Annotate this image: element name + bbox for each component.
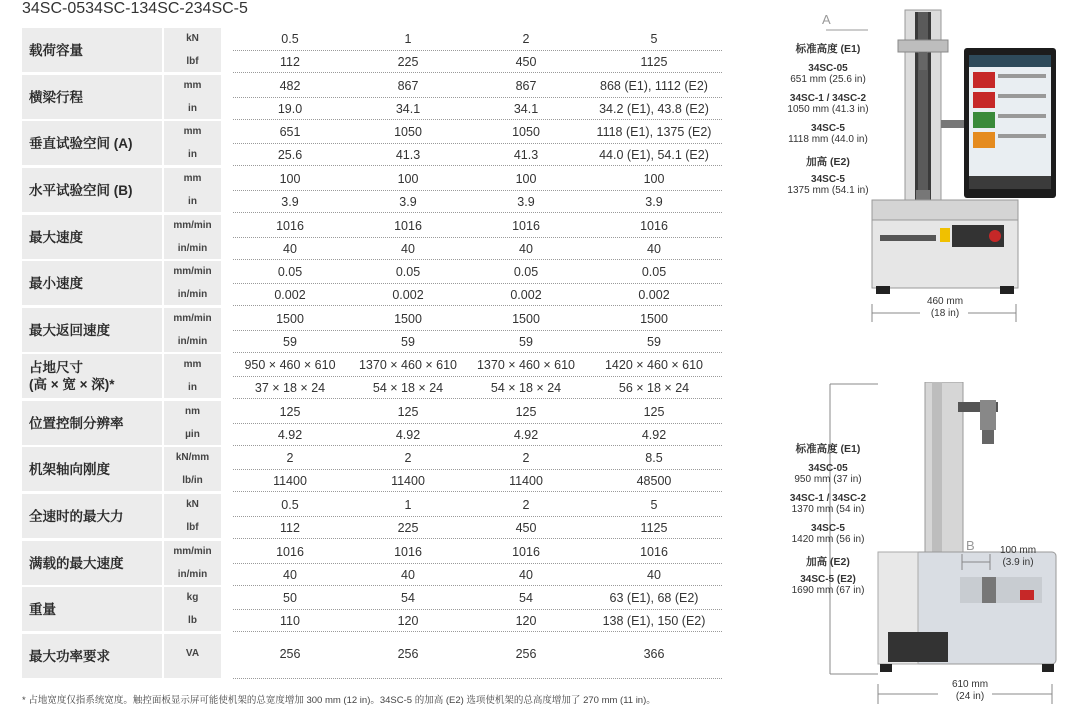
- unit-label: mm/min: [173, 220, 212, 231]
- value-cell: 125: [643, 405, 665, 419]
- value-cell: 4.92: [395, 428, 421, 442]
- b-mm: 100 mm: [999, 545, 1037, 556]
- unit-label: mm: [183, 80, 202, 91]
- side-machine-drawing: [870, 382, 1070, 682]
- column-headers: [22, 0, 722, 18]
- value-cell: 40: [519, 242, 533, 256]
- value-cell: 100: [397, 172, 419, 186]
- side-e2-dim: 1690 mm (67 in): [791, 585, 865, 596]
- value-cell: 41.3: [513, 148, 539, 162]
- value-cell: 1016: [276, 545, 304, 559]
- value-cell: 3.9: [399, 195, 417, 209]
- row-label: 载荷容量: [22, 28, 162, 72]
- value-cell: 125: [397, 405, 419, 419]
- unit-label: mm: [183, 359, 202, 370]
- value-cell: 225: [397, 521, 419, 535]
- dotted-divider: [233, 237, 722, 238]
- value-cell: 25.6: [277, 148, 303, 162]
- dotted-divider: [233, 97, 722, 98]
- unit-cell: [164, 401, 221, 445]
- unit-label: mm/min: [173, 266, 212, 277]
- unit-label: mm/min: [173, 546, 212, 557]
- value-cell: 41.3: [395, 148, 421, 162]
- value-cell: 40: [519, 568, 533, 582]
- value-cell: 4.92: [277, 428, 303, 442]
- spec-row: [22, 634, 722, 678]
- row-label: 横梁行程: [22, 75, 162, 119]
- front-standard-title: 标准高度 (E1): [795, 43, 861, 55]
- value-cell: 0.05: [395, 265, 421, 279]
- column-header: 34SC-05: [22, 0, 86, 17]
- front-m12-dim: 1050 mm (41.3 in): [787, 104, 869, 115]
- value-cell: 59: [401, 335, 415, 349]
- side-m12-dim: 1370 mm (54 in): [791, 504, 865, 515]
- value-cell: 112: [280, 521, 300, 535]
- dimension-letter-b: B: [966, 538, 975, 553]
- unit-cell: [164, 28, 221, 72]
- value-cell: 40: [647, 242, 661, 256]
- dotted-divider: [233, 212, 722, 213]
- row-label: 垂直试验空间 (A): [22, 121, 162, 165]
- row-label: 全速时的最大力: [22, 494, 162, 538]
- value-cell: 44.0 (E1), 54.1 (E2): [599, 148, 709, 162]
- unit-cell: [164, 121, 221, 165]
- row-label: 占地尺寸 (高 × 宽 × 深)*: [22, 354, 162, 398]
- value-cell: 366: [643, 647, 665, 661]
- unit-cell: [164, 308, 221, 352]
- front-leader-lines: [820, 28, 870, 38]
- value-cell: 0.002: [638, 288, 670, 302]
- value-cell: 1125: [640, 521, 668, 535]
- dotted-divider: [233, 352, 722, 353]
- row-label: 最大速度: [22, 215, 162, 259]
- unit-label: mm: [183, 126, 202, 137]
- column-header: 34SC-1: [85, 0, 140, 17]
- value-cell: 110: [280, 614, 300, 628]
- unit-cell: [164, 494, 221, 538]
- dotted-divider: [233, 423, 722, 424]
- footnote: * 占地宽度仅指系统宽度。触控面板显示屏可能使机架的总宽度增加 300 mm (12 in)。34SC-5 的加高 (E2) 选项使机架的总高度增加了 270 mm (11 in)。: [22, 695, 656, 706]
- value-cell: 3.9: [645, 195, 663, 209]
- unit-label: kN: [186, 33, 199, 44]
- value-cell: 59: [283, 335, 297, 349]
- value-cell: 120: [397, 614, 419, 628]
- unit-cell: [164, 261, 221, 305]
- unit-cell: [164, 75, 221, 119]
- dotted-divider: [233, 631, 722, 632]
- value-cell: 3.9: [281, 195, 299, 209]
- spec-row: [22, 121, 722, 165]
- value-cell: 0.05: [277, 265, 303, 279]
- front-width-mm: 460 mm: [926, 296, 964, 307]
- value-cell: 450: [515, 55, 537, 69]
- unit-label: in: [188, 382, 197, 393]
- front-dimension-notes: [778, 44, 878, 196]
- side-e2-name: 34SC-5 (E2): [800, 574, 856, 585]
- unit-label: in/min: [177, 569, 208, 580]
- value-cell: 125: [279, 405, 301, 419]
- value-cell: 4.92: [641, 428, 667, 442]
- value-cell: 54 × 18 × 24: [490, 381, 562, 395]
- value-cell: 1500: [512, 312, 540, 326]
- value-cell: 867: [515, 79, 537, 93]
- side-m05-name: 34SC-05: [808, 463, 848, 474]
- unit-label: in/min: [177, 243, 208, 254]
- unit-cell: [164, 354, 221, 398]
- dotted-divider: [233, 491, 722, 492]
- value-cell: 34.2 (E1), 43.8 (E2): [599, 102, 709, 116]
- front-ext-title: 加高 (E2): [806, 156, 850, 168]
- value-cell: 256: [515, 647, 537, 661]
- spec-row: [22, 447, 722, 491]
- value-cell: 37 × 18 × 24: [254, 381, 326, 395]
- value-cell: 50: [283, 591, 297, 605]
- unit-label: nm: [185, 406, 200, 417]
- dotted-divider: [233, 538, 722, 539]
- unit-label: lb: [188, 615, 197, 626]
- dotted-divider: [233, 469, 722, 470]
- value-cell: 1500: [276, 312, 304, 326]
- spec-row: [22, 308, 722, 352]
- value-cell: 1016: [512, 545, 540, 559]
- unit-label: in: [188, 103, 197, 114]
- value-cell: 1: [404, 32, 412, 46]
- value-cell: 11400: [509, 474, 543, 488]
- spec-row: [22, 75, 722, 119]
- value-cell: 63 (E1), 68 (E2): [609, 591, 699, 605]
- value-cell: 450: [515, 521, 537, 535]
- value-cell: 0.002: [392, 288, 424, 302]
- value-cell: 5: [650, 498, 658, 512]
- unit-label: kg: [186, 592, 199, 603]
- side-m05-dim: 950 mm (37 in): [794, 474, 862, 485]
- unit-label: VA: [185, 648, 200, 659]
- value-cell: 2: [404, 451, 412, 465]
- value-cell: 54 × 18 × 24: [372, 381, 444, 395]
- value-cell: 0.5: [281, 498, 299, 512]
- side-m5-dim: 1420 mm (56 in): [791, 534, 865, 545]
- dotted-divider: [233, 563, 722, 564]
- value-cell: 1500: [640, 312, 668, 326]
- value-cell: 1016: [640, 219, 668, 233]
- value-cell: 1370 × 460 × 610: [358, 358, 457, 372]
- spec-row: [22, 587, 722, 631]
- value-cell: 40: [283, 568, 297, 582]
- column-header: 34SC-2: [139, 0, 194, 17]
- side-m12-name: 34SC-1 / 34SC-2: [789, 493, 867, 504]
- row-label: 位置控制分辨率: [22, 401, 162, 445]
- value-cell: 225: [397, 55, 419, 69]
- unit-cell: [164, 168, 221, 212]
- b-dimension-label: [990, 545, 1046, 569]
- dotted-divider: [233, 678, 722, 679]
- spec-row: [22, 494, 722, 538]
- value-cell: 2: [286, 451, 294, 465]
- value-cell: 1370 × 460 × 610: [476, 358, 575, 372]
- unit-label: lb/in: [182, 475, 203, 486]
- value-cell: 0.5: [281, 32, 299, 46]
- spec-row: [22, 28, 722, 72]
- unit-label: in: [188, 149, 197, 160]
- spec-row: [22, 168, 722, 212]
- value-cell: 651: [279, 125, 301, 139]
- value-cell: 950 × 460 × 610: [244, 358, 336, 372]
- value-cell: 34.1: [513, 102, 539, 116]
- value-cell: 0.05: [641, 265, 667, 279]
- value-cell: 2: [522, 32, 530, 46]
- value-cell: 100: [279, 172, 301, 186]
- front-e2-dim: 1375 mm (54.1 in): [787, 185, 869, 196]
- value-cell: 1125: [640, 55, 668, 69]
- value-cell: 40: [401, 242, 415, 256]
- front-m12-name: 34SC-1 / 34SC-2: [789, 93, 867, 104]
- side-ext-title: 加高 (E2): [806, 556, 850, 568]
- unit-cell: [164, 634, 221, 678]
- spec-row: [22, 401, 722, 445]
- value-cell: 1420 × 460 × 610: [604, 358, 703, 372]
- unit-cell: [164, 447, 221, 491]
- dotted-divider: [233, 190, 722, 191]
- dimension-letter-a: A: [822, 12, 831, 27]
- row-label: 重量: [22, 587, 162, 631]
- dotted-divider: [233, 305, 722, 306]
- dotted-divider: [233, 283, 722, 284]
- unit-label: lbf: [186, 56, 199, 67]
- value-cell: 54: [519, 591, 533, 605]
- dotted-divider: [233, 516, 722, 517]
- value-cell: 0.002: [510, 288, 542, 302]
- row-label: 机架轴向刚度: [22, 447, 162, 491]
- value-cell: 256: [279, 647, 301, 661]
- unit-label: lbf: [186, 522, 199, 533]
- unit-label: kN/mm: [175, 452, 210, 463]
- spec-table: [22, 0, 722, 664]
- side-depth-in: (24 in): [955, 691, 985, 702]
- side-dimension-notes: [778, 444, 878, 596]
- spec-row: [22, 215, 722, 259]
- value-cell: 1: [404, 498, 412, 512]
- row-label: 最小速度: [22, 261, 162, 305]
- row-label: 最大功率要求: [22, 634, 162, 678]
- dotted-divider: [233, 330, 722, 331]
- value-cell: 482: [279, 79, 301, 93]
- dotted-divider: [233, 72, 722, 73]
- unit-label: in/min: [177, 336, 208, 347]
- value-cell: 120: [515, 614, 537, 628]
- unit-cell: [164, 215, 221, 259]
- column-header: 34SC-5: [193, 0, 248, 17]
- side-depth-mm: 610 mm: [951, 679, 989, 690]
- unit-label: kN: [186, 499, 199, 510]
- value-cell: 59: [519, 335, 533, 349]
- value-cell: 11400: [273, 474, 307, 488]
- unit-label: mm: [183, 173, 202, 184]
- value-cell: 100: [643, 172, 665, 186]
- unit-label: in: [188, 196, 197, 207]
- front-m05-name: 34SC-05: [808, 63, 848, 74]
- side-standard-title: 标准高度 (E1): [795, 443, 861, 455]
- value-cell: 34.1: [395, 102, 421, 116]
- value-cell: 0.002: [274, 288, 306, 302]
- front-width-label: [910, 296, 980, 320]
- dotted-divider: [233, 376, 722, 377]
- dotted-divider: [233, 143, 722, 144]
- value-cell: 138 (E1), 150 (E2): [602, 614, 706, 628]
- front-machine-drawing: [860, 0, 1060, 300]
- value-cell: 54: [401, 591, 415, 605]
- value-cell: 1118 (E1), 1375 (E2): [596, 125, 712, 139]
- value-cell: 40: [647, 568, 661, 582]
- value-cell: 40: [283, 242, 297, 256]
- value-cell: 1500: [394, 312, 422, 326]
- front-width-in: (18 in): [930, 308, 960, 319]
- dotted-divider: [233, 259, 722, 260]
- unit-label: in/min: [177, 289, 208, 300]
- unit-cell: [164, 587, 221, 631]
- value-cell: 867: [397, 79, 419, 93]
- dotted-divider: [233, 165, 722, 166]
- value-cell: 1016: [640, 545, 668, 559]
- row-label: 水平试验空间 (B): [22, 168, 162, 212]
- value-cell: 1050: [512, 125, 540, 139]
- value-cell: 125: [515, 405, 537, 419]
- dotted-divider: [233, 50, 722, 51]
- value-cell: 56 × 18 × 24: [618, 381, 690, 395]
- front-m05-dim: 651 mm (25.6 in): [790, 74, 866, 85]
- value-cell: 8.5: [645, 451, 663, 465]
- value-cell: 11400: [391, 474, 425, 488]
- value-cell: 100: [515, 172, 537, 186]
- spec-row: [22, 541, 722, 585]
- dotted-divider: [233, 445, 722, 446]
- value-cell: 868 (E1), 1112 (E2): [600, 79, 708, 93]
- value-cell: 0.05: [513, 265, 539, 279]
- unit-label: µin: [185, 429, 200, 440]
- side-m5-name: 34SC-5: [811, 523, 845, 534]
- value-cell: 2: [522, 498, 530, 512]
- value-cell: 112: [280, 55, 300, 69]
- spec-row: [22, 261, 722, 305]
- spec-row: [22, 354, 722, 398]
- unit-cell: [164, 541, 221, 585]
- value-cell: 3.9: [517, 195, 535, 209]
- value-cell: 256: [397, 647, 419, 661]
- value-cell: 1016: [276, 219, 304, 233]
- front-e2-name: 34SC-5: [811, 174, 845, 185]
- value-cell: 1050: [394, 125, 422, 139]
- dotted-divider: [233, 398, 722, 399]
- value-cell: 4.92: [513, 428, 539, 442]
- value-cell: 19.0: [277, 102, 303, 116]
- value-cell: 1016: [512, 219, 540, 233]
- b-in: (3.9 in): [1002, 557, 1034, 568]
- row-label: 最大返回速度: [22, 308, 162, 352]
- value-cell: 1016: [394, 545, 422, 559]
- value-cell: 1016: [394, 219, 422, 233]
- value-cell: 5: [650, 32, 658, 46]
- value-cell: 59: [647, 335, 661, 349]
- row-label: 满载的最大速度: [22, 541, 162, 585]
- front-m5-dim: 1118 mm (44.0 in): [788, 134, 868, 145]
- side-depth-label: [935, 679, 1005, 703]
- dotted-divider: [233, 585, 722, 586]
- value-cell: 2: [522, 451, 530, 465]
- front-m5-name: 34SC-5: [811, 123, 845, 134]
- value-cell: 48500: [636, 474, 672, 488]
- unit-label: mm/min: [173, 313, 212, 324]
- dotted-divider: [233, 119, 722, 120]
- dotted-divider: [233, 609, 722, 610]
- value-cell: 40: [401, 568, 415, 582]
